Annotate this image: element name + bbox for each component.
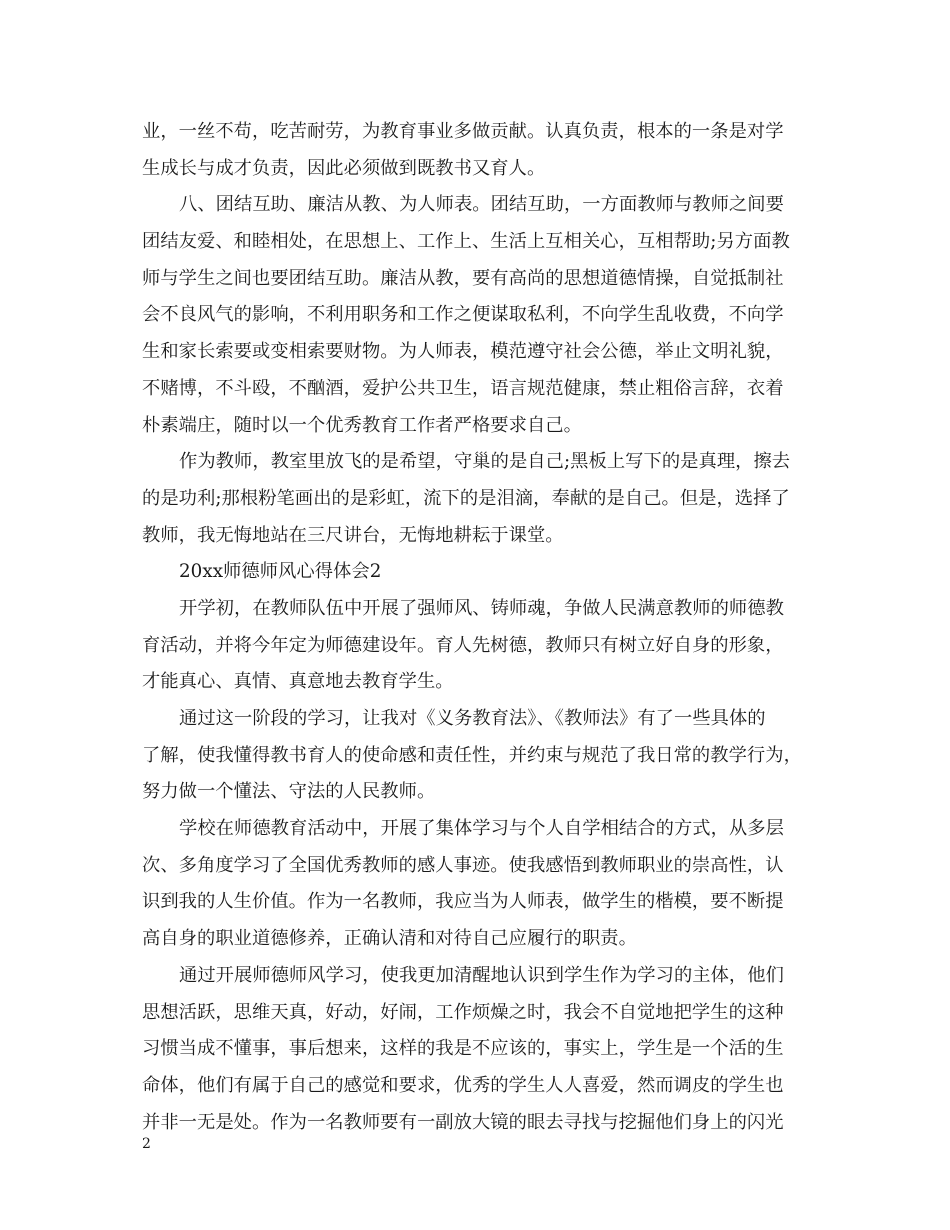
text-line: 并非一无是处。作为一名教师要有一副放大镜的眼去寻找与挖掘他们身上的闪光 — [142, 1111, 784, 1133]
text-line: 习惯当成不懂事，事后想来，这样的我是不应该的，事实上，学生是一个活的生 — [142, 1038, 784, 1060]
text-line: 业，一丝不苟，吃苦耐劳，为教育事业多做贡献。认真负责，根本的一条是对学 — [142, 121, 784, 142]
text-line: 团结友爱、和睦相处，在思想上、工作上、生活上互相关心，互相帮助;另方面教 — [142, 231, 790, 253]
text-line: 八、团结互助、廉洁从教、为人师表。团结互助，一方面教师与教师之间要 — [179, 194, 784, 216]
text-line: 生成长与成才负责，因此必须做到既教书又育人。 — [142, 157, 546, 179]
text-line: 命体，他们有属于自己的感觉和要求，优秀的学生人人喜爱，然而调皮的学生也 — [142, 1074, 784, 1096]
text-line: 识到我的人生价值。作为一名教师，我应当为人师表，做学生的楷模，要不断提 — [142, 891, 784, 913]
text-line: 朴素端庄，随时以一个优秀教育工作者严格要求自己。 — [142, 414, 582, 436]
page-number: 2 — [142, 1136, 151, 1152]
text-line: 作为教师，教室里放飞的是希望，守巢的是自己;黑板上写下的是真理，擦去 — [179, 451, 791, 473]
text-line: 才能真心、真情、真意地去教育学生。 — [142, 671, 454, 693]
text-line: 次、多角度学习了全国优秀教师的感人事迹。使我感悟到教师职业的崇高性，认 — [142, 854, 784, 876]
text-line: 教师，我无悔地站在三尺讲台，无悔地耕耘于课堂。 — [142, 524, 564, 546]
text-line: 育活动，并将今年定为师德建设年。育人先树德，教师只有树立好自身的形象， — [142, 634, 784, 656]
text-line: 学校在师德教育活动中，开展了集体学习与个人自学相结合的方式，从多层 — [179, 818, 784, 840]
text-line: 生和家长索要或变相索要财物。为人师表，模范遵守社会公德，举止文明礼貌， — [142, 341, 784, 363]
text-line: 高自身的职业道德修养，正确认清和对待自己应履行的职责。 — [142, 928, 637, 950]
text-line: 努力做一个懂法、守法的人民教师。 — [142, 781, 436, 803]
text-line: 通过这一阶段的学习，让我对《义务教育法》、《教师法》有了一些具体的 — [179, 708, 766, 729]
text-line: 20xx师德师风心得体会2 — [179, 561, 382, 583]
text-line: 的是功利;那根粉笔画出的是彩虹，流下的是泪滴，奉献的是自己。但是，选择了 — [142, 487, 790, 509]
text-line: 了解，使我懂得教书育人的使命感和责任性，并约束与规范了我日常的教学行为， — [142, 744, 802, 766]
text-line: 不赌博，不斗殴，不酗酒，爱护公共卫生，语言规范健康，禁止粗俗言辞，衣着 — [142, 377, 784, 399]
text-line: 通过开展师德师风学习，使我更加清醒地认识到学生作为学习的主体，他们 — [179, 964, 784, 986]
document-body — [142, 114, 814, 1141]
text-line: 思想活跃，思维天真，好动，好闹，工作烦燥之时，我会不自觉地把学生的这种 — [142, 1001, 784, 1023]
text-line: 师与学生之间也要团结互助。廉洁从教，要有高尚的思想道德情操，自觉抵制社 — [142, 267, 784, 289]
text-line: 会不良风气的影响，不利用职务和工作之便谋取私利，不向学生乱收费，不向学 — [142, 304, 784, 326]
text-line: 开学初，在教师队伍中开展了强师风、铸师魂，争做人民满意教师的师德教 — [179, 597, 784, 619]
